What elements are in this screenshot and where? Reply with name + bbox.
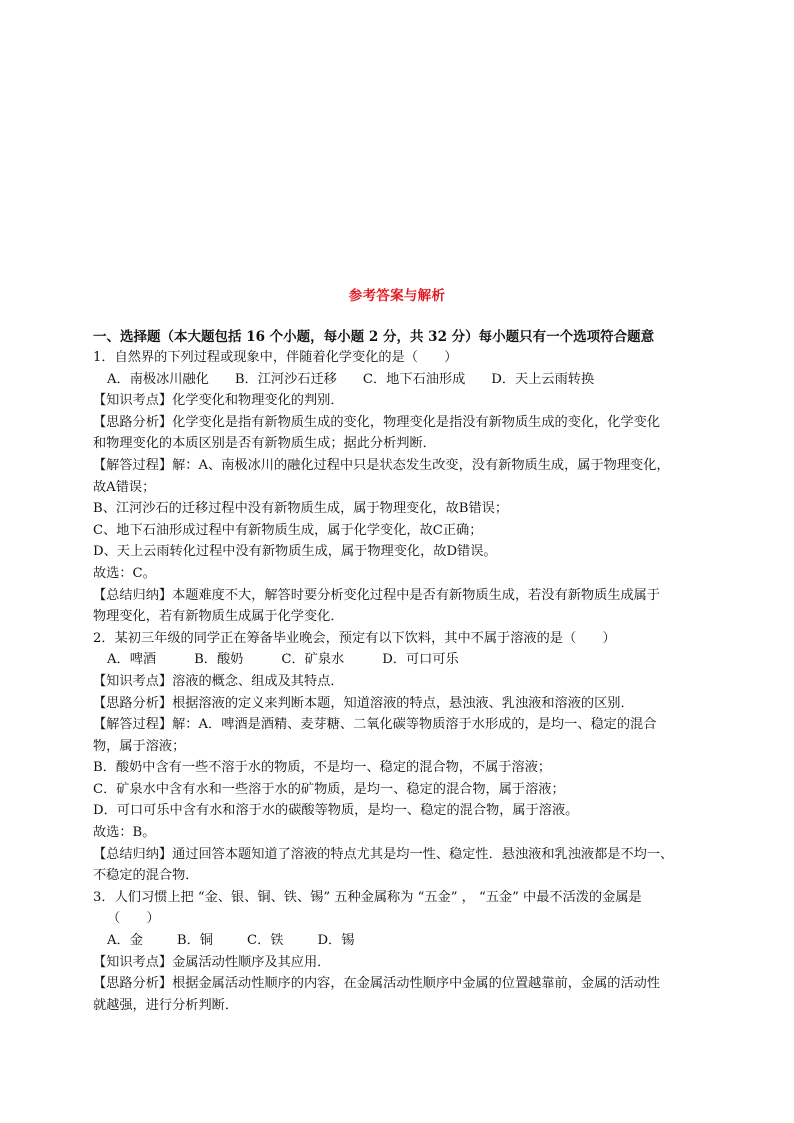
q1-option-d: D．天上云雨转换: [491, 371, 595, 387]
q2-option-b: B．酸奶: [194, 652, 244, 668]
q1-option-b: B．江河沙石迁移: [234, 371, 337, 387]
question-3-options: [93, 930, 733, 952]
q1-solution-line: 【解答过程】解：A、南极冰川的融化过程中只是状态发生改变，没有新物质生成，属于物理变化，: [93, 457, 670, 473]
question-2-options: [93, 649, 733, 671]
q1-solution-line: D、天上云雨转化过程中没有新物质生成，属于物理变化，故D错误。: [93, 544, 497, 560]
q2-answer: 故选：B。: [93, 825, 156, 841]
question-3-stem-continued: （ ）: [107, 911, 160, 927]
q3-analysis-line: 就越强，进行分析判断．: [93, 997, 239, 1013]
q2-option-c: C．矿泉水: [281, 652, 345, 668]
q2-summary-line: 不稳定的混合物．: [93, 868, 199, 884]
q1-analysis-line: 【思路分析】化学变化是指有新物质生成的变化，物理变化是指没有新物质生成的变化，化学变化: [93, 414, 661, 430]
q2-solution-line: B．酸奶中含有一些不溶于水的物质，不是均一、稳定的混合物，不属于溶液；: [93, 760, 552, 776]
q2-summary-line: 【总结归纳】通过回答本题知道了溶液的特点尤其是均一性、稳定性．悬浊液和乳浊液都是不均一、: [93, 846, 674, 862]
question-1-stem: 1．自然界的下列过程或现象中，伴随着化学变化的是（ ）: [93, 350, 458, 365]
q2-knowledge: 【知识考点】溶液的概念、组成及其特点．: [93, 673, 344, 689]
q3-option-b: B．铜: [176, 933, 213, 949]
q3-analysis-line: 【思路分析】根据金属活动性顺序的内容，在金属活动性顺序中金属的位置越靠前，金属的活动性: [93, 976, 661, 992]
q2-solution-line: 【解答过程】解：A．啤酒是酒精、麦芽糖、二氧化碳等物质溶于水形成的，是均一、稳定的混合: [93, 717, 657, 733]
section-heading: 一、选择题（本大题包括 16 个小题，每小题 2 分，共 32 分）每小题只有一个选项符合题意: [93, 329, 655, 345]
question-2-stem: 2．某初三年级的同学正在筹备毕业晚会，预定有以下饮料，其中不属于溶液的是（ ）: [93, 630, 616, 646]
question-3-stem: 3．人们习惯上把 “金、银、铜、铁、锡” 五种金属称为 “五金” ， “五金” 中最不活泼的金属是: [93, 889, 642, 905]
q2-solution-line: 物，属于溶液；: [93, 738, 186, 754]
q2-option-a: A．啤酒: [107, 652, 157, 668]
q1-summary-line: 物理变化，若有新物质生成属于化学变化．: [93, 609, 344, 625]
q1-analysis-line: 和物理变化的本质区别是否有新物质生成；据此分析判断．: [93, 436, 436, 452]
q1-option-c: C．地下石油形成: [362, 371, 466, 387]
answer-body: [93, 347, 733, 1016]
q2-solution-line: C．矿泉水中含有水和一些溶于水的矿物质，是均一、稳定的混合物，属于溶液；: [93, 781, 565, 797]
q1-summary-line: 【总结归纳】本题难度不大，解答时要分析变化过程中是否有新物质生成，若没有新物质生成属于: [93, 587, 661, 603]
q1-answer: 故选：C。: [93, 565, 156, 581]
q3-knowledge: 【知识考点】金属活动性顺序及其应用．: [93, 954, 331, 970]
q1-solution-line: B、江河沙石的迁移过程中没有新物质生成，属于物理变化，故B错误；: [93, 501, 509, 517]
q3-option-d: D．锡: [317, 933, 355, 949]
q1-option-a: A．南极冰川融化: [107, 371, 209, 387]
question-1-options: [93, 369, 733, 391]
q2-option-d: D．可口可乐: [382, 652, 459, 668]
page-title: 参考答案与解析: [348, 288, 446, 304]
q2-analysis-line: 【思路分析】根据溶液的定义来判断本题，知道溶液的特点，悬浊液、乳浊液和溶液的区别．: [93, 695, 634, 711]
q1-solution-line: C、地下石油形成过程中有新物质生成，属于化学变化，故C正确；: [93, 522, 483, 538]
q1-knowledge: 【知识考点】化学变化和物理变化的判别．: [93, 393, 344, 409]
q3-option-c: C．铁: [246, 933, 284, 949]
q2-solution-line: D．可口可乐中含有水和溶于水的碳酸等物质，是均一、稳定的混合物，属于溶液。: [93, 803, 579, 819]
q1-solution-line: 故A错误；: [93, 479, 156, 495]
q3-option-a: A．金: [107, 933, 143, 949]
